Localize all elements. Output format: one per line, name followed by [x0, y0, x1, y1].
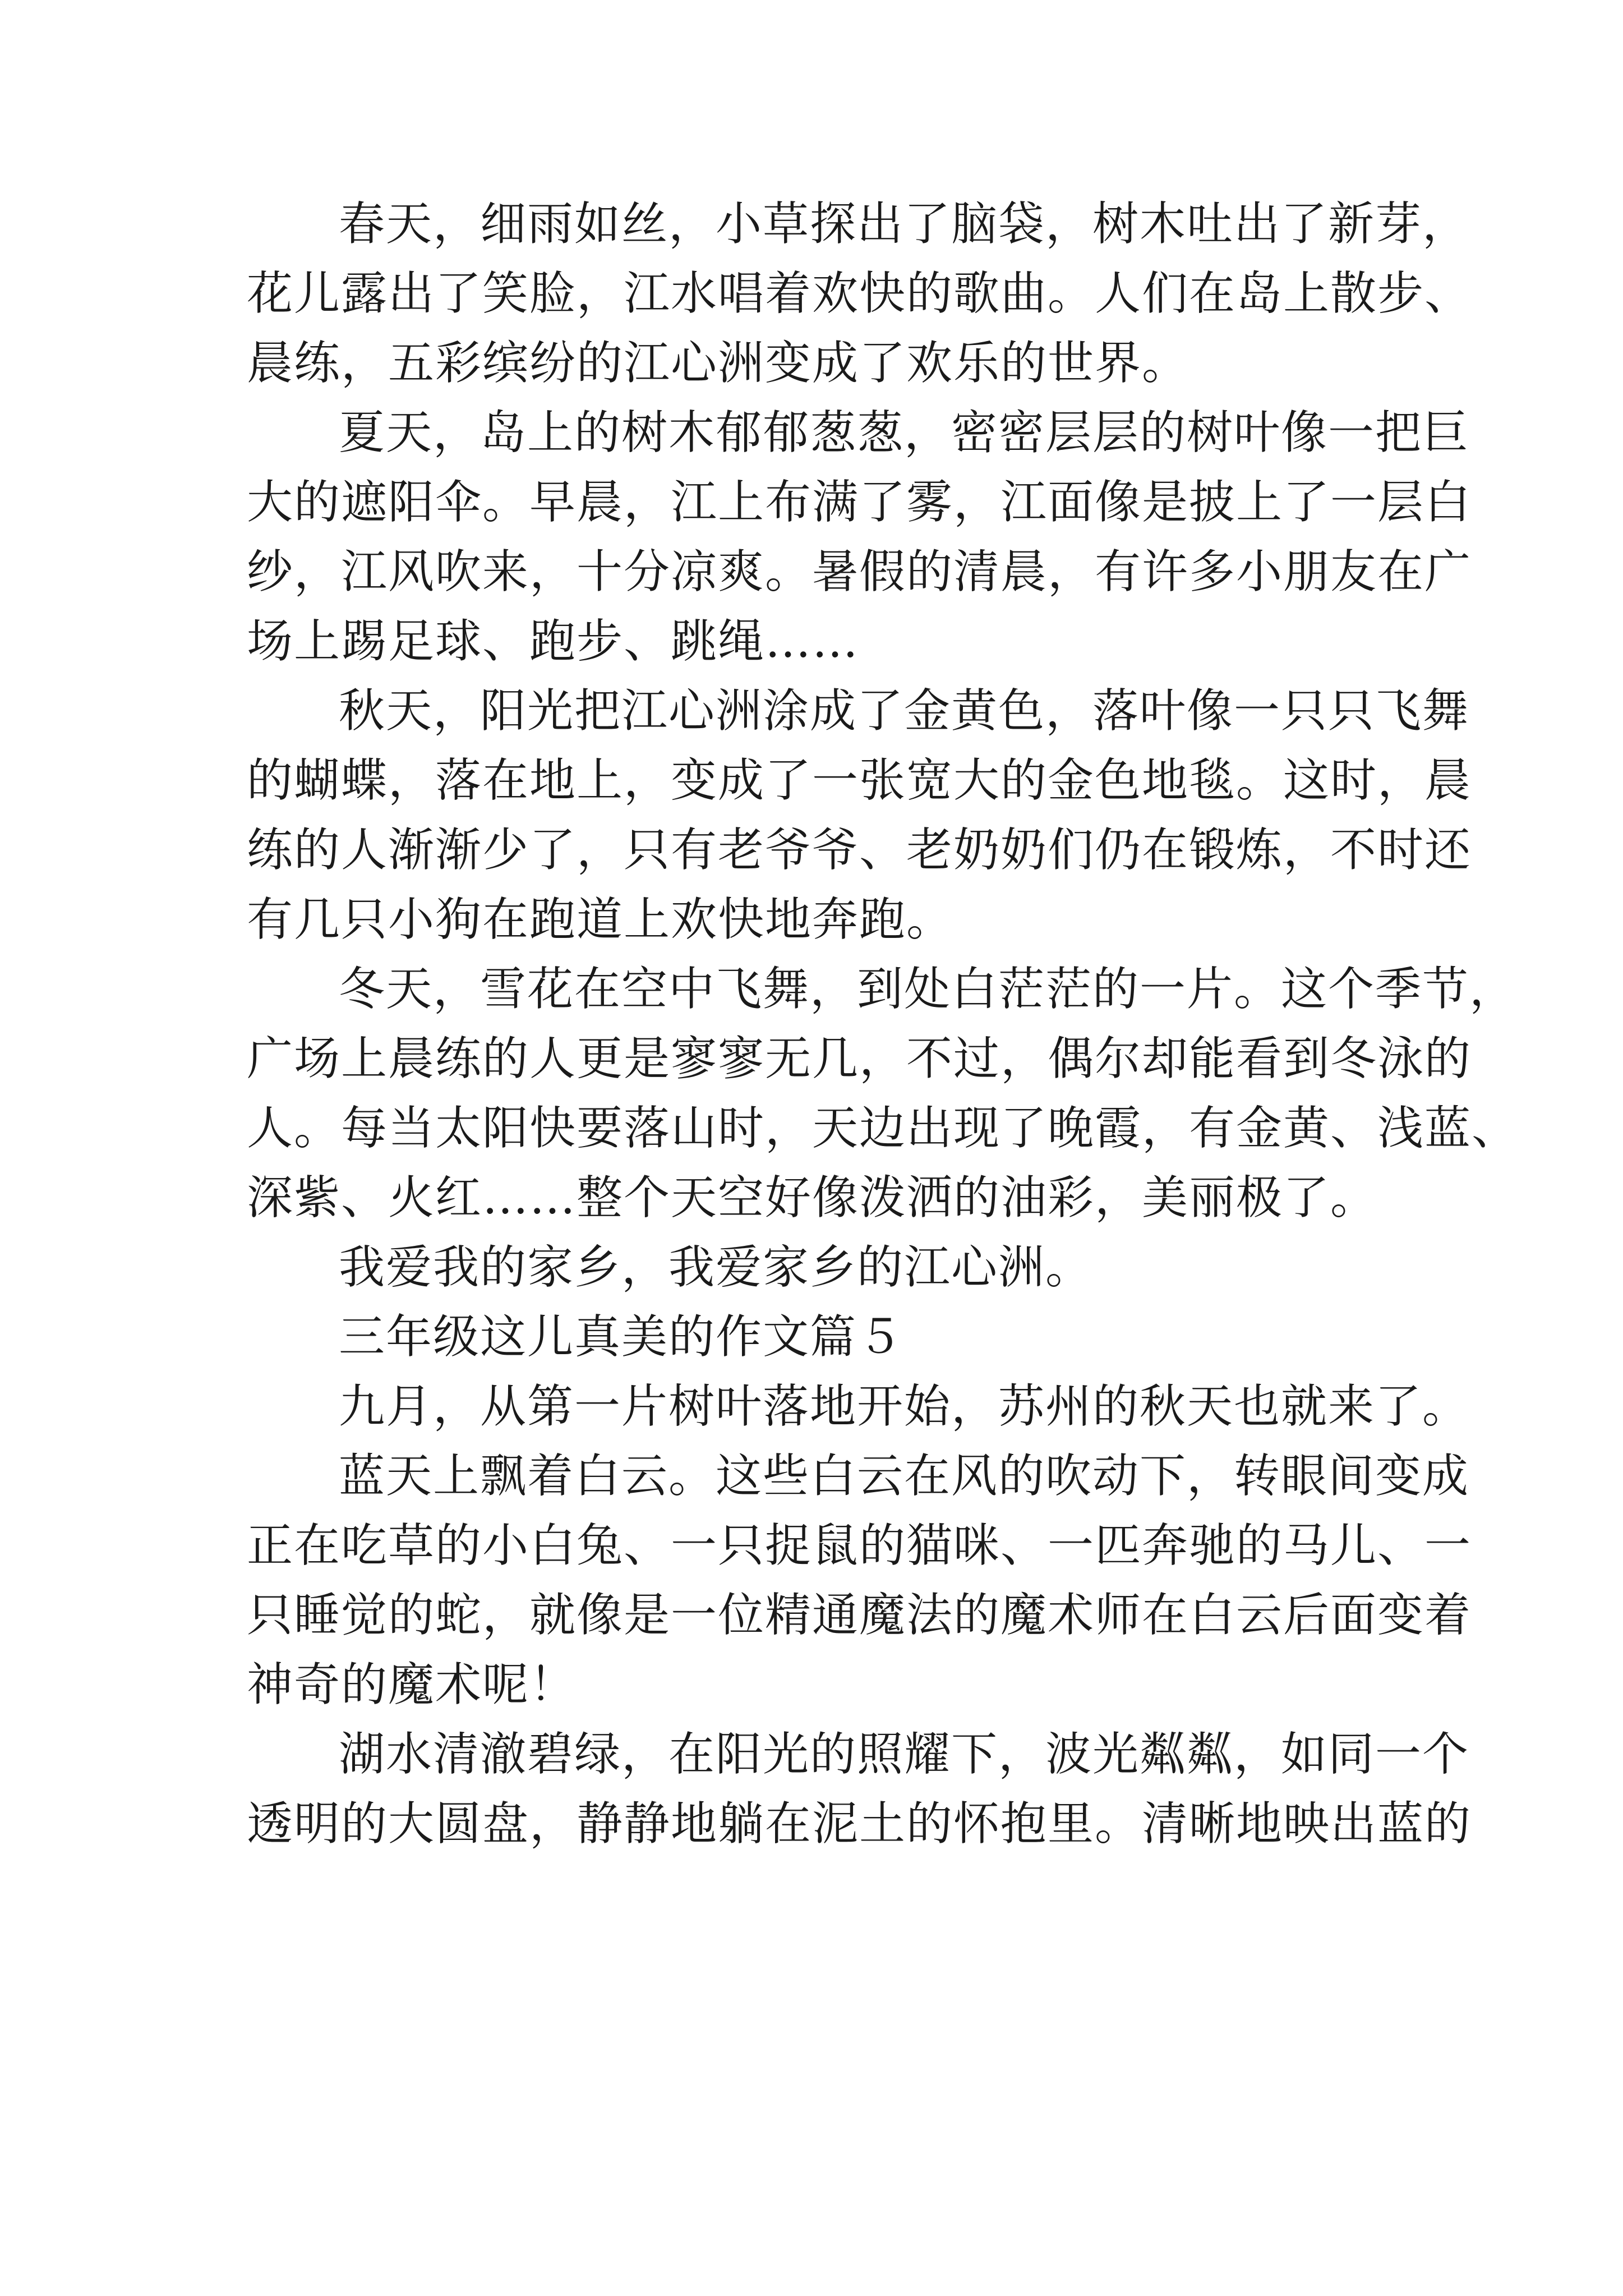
text-line: 纱，江风吹来，十分凉爽。暑假的清晨，有许多小朋友在广: [247, 545, 1472, 599]
text-line: 夏天，岛上的树木郁郁葱葱，密密层层的树叶像一把巨: [339, 406, 1470, 459]
text-line: 我爱我的家乡，我爱家乡的江心洲。: [339, 1241, 1093, 1294]
text-line: 场上踢足球、跑步、跳绳……: [247, 615, 860, 668]
text-line: 正在吃草的小白兔、一只捉鼠的猫咪、一匹奔驰的马儿、一: [247, 1519, 1472, 1572]
text-line: 花儿露出了笑脸，江水唱着欢快的歌曲。人们在岛上散步、: [247, 267, 1472, 320]
text-line: 人。每当太阳快要落山时，天边出现了晚霞，有金黄、浅蓝、: [247, 1102, 1519, 1155]
text-line: 秋天，阳光把江心洲涂成了金黄色，落叶像一只只飞舞: [339, 684, 1470, 738]
text-line: 湖水清澈碧绿，在阳光的照耀下，波光粼粼，如同一个: [339, 1728, 1470, 1781]
text-line: 有几只小狗在跑道上欢快地奔跑。: [247, 893, 954, 946]
text-line: 冬天，雪花在空中飞舞，到处白茫茫的一片。这个季节，: [339, 963, 1517, 1016]
text-line: 透明的大圆盘，静静地躺在泥土的怀抱里。清晰地映出蓝的: [247, 1797, 1472, 1851]
text-line: 神奇的魔术呢！: [247, 1658, 577, 1711]
text-line: 广场上晨练的人更是寥寥无几，不过，偶尔却能看到冬泳的: [247, 1032, 1472, 1085]
text-line: 练的人渐渐少了，只有老爷爷、老奶奶们仍在锻炼，不时还: [247, 823, 1472, 877]
text-line: 只睡觉的蛇，就像是一位精通魔法的魔术师在白云后面变着: [247, 1589, 1472, 1642]
text-line: 大的遮阳伞。早晨，江上布满了雾，江面像是披上了一层白: [247, 476, 1472, 529]
text-line: 深紫、火红……整个天空好像泼洒的油彩，美丽极了。: [247, 1171, 1378, 1225]
text-line: 晨练，五彩缤纷的江心洲变成了欢乐的世界。: [247, 337, 1189, 390]
text-line: 九月，从第一片树叶落地开始，苏州的秋天也就来了。: [339, 1380, 1470, 1433]
text-line: 的蝴蝶，落在地上，变成了一张宽大的金色地毯。这时，晨: [247, 754, 1472, 807]
text-line: 三年级这儿真美的作文篇５: [339, 1310, 905, 1364]
text-line: 蓝天上飘着白云。这些白云在风的吹动下，转眼间变成: [339, 1450, 1470, 1503]
text-line: 春天，细雨如丝，小草探出了脑袋，树木吐出了新芽，: [339, 197, 1470, 251]
